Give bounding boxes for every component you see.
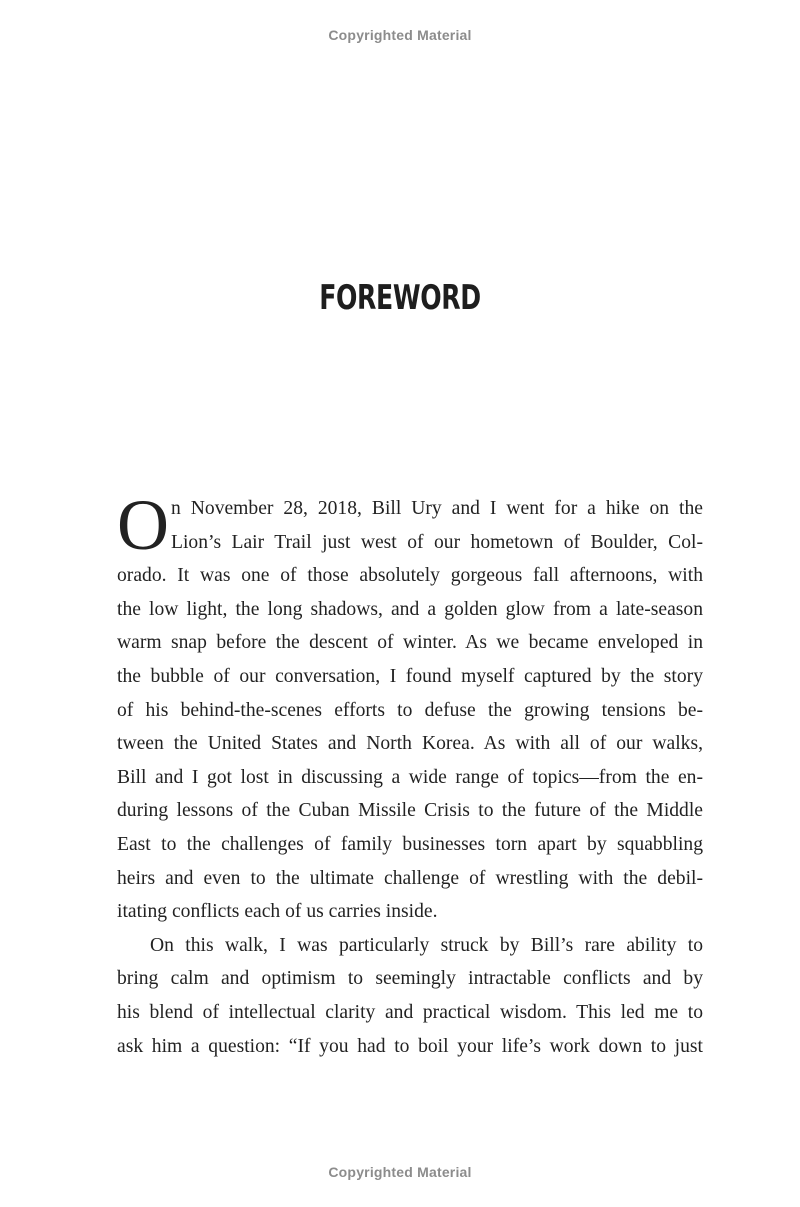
text-line: East to the challenges of family businesses torn apart by squabbling [117,833,703,855]
text-line: Bill and I got lost in discussing a wide range of topics—from the en- [117,766,703,788]
text-line: heirs and even to the ultimate challenge of wrestling with the debil- [117,867,703,889]
text-line: his blend of intellectual clarity and practical wisdom. This led me to [117,1001,703,1023]
text-line: tween the United States and North Korea. As with all of our walks, [117,733,703,755]
paragraph-1 [117,485,703,929]
text-line: bring calm and optimism to seemingly intractable conflicts and by [117,968,703,990]
body-text [117,485,703,1063]
text-line: ask him a question: “If you had to boil your life’s work down to just [117,1035,703,1057]
text-line: On this walk, I was particularly struck by Bill’s rare ability to [150,934,703,956]
text-line: warm snap before the descent of winter. As we became enveloped in [117,632,703,654]
text-line: orado. It was one of those absolutely gorgeous fall afternoons, with [117,565,703,587]
paragraph-2 [117,929,703,1063]
text-line: the low light, the long shadows, and a golden glow from a late-season [117,598,703,620]
text-line: n November 28, 2018, Bill Ury and I went for a hike on the [171,498,703,519]
text-line: of his behind-the-scenes efforts to defuse the growing tensions be- [117,699,703,721]
text-line: during lessons of the Cuban Missile Crisis to the future of the Middle [117,800,703,822]
header-watermark: Copyrighted Material [328,27,472,43]
drop-cap: O [117,485,169,565]
text-line: the bubble of our conversation, I found myself captured by the story [117,665,703,687]
text-line: itating conflicts each of us carries inside. [117,901,438,923]
text-line: Lion’s Lair Trail just west of our hometown of Boulder, Col- [171,531,703,553]
chapter-title: FOREWORD [319,278,481,318]
footer-watermark: Copyrighted Material [328,1164,472,1180]
